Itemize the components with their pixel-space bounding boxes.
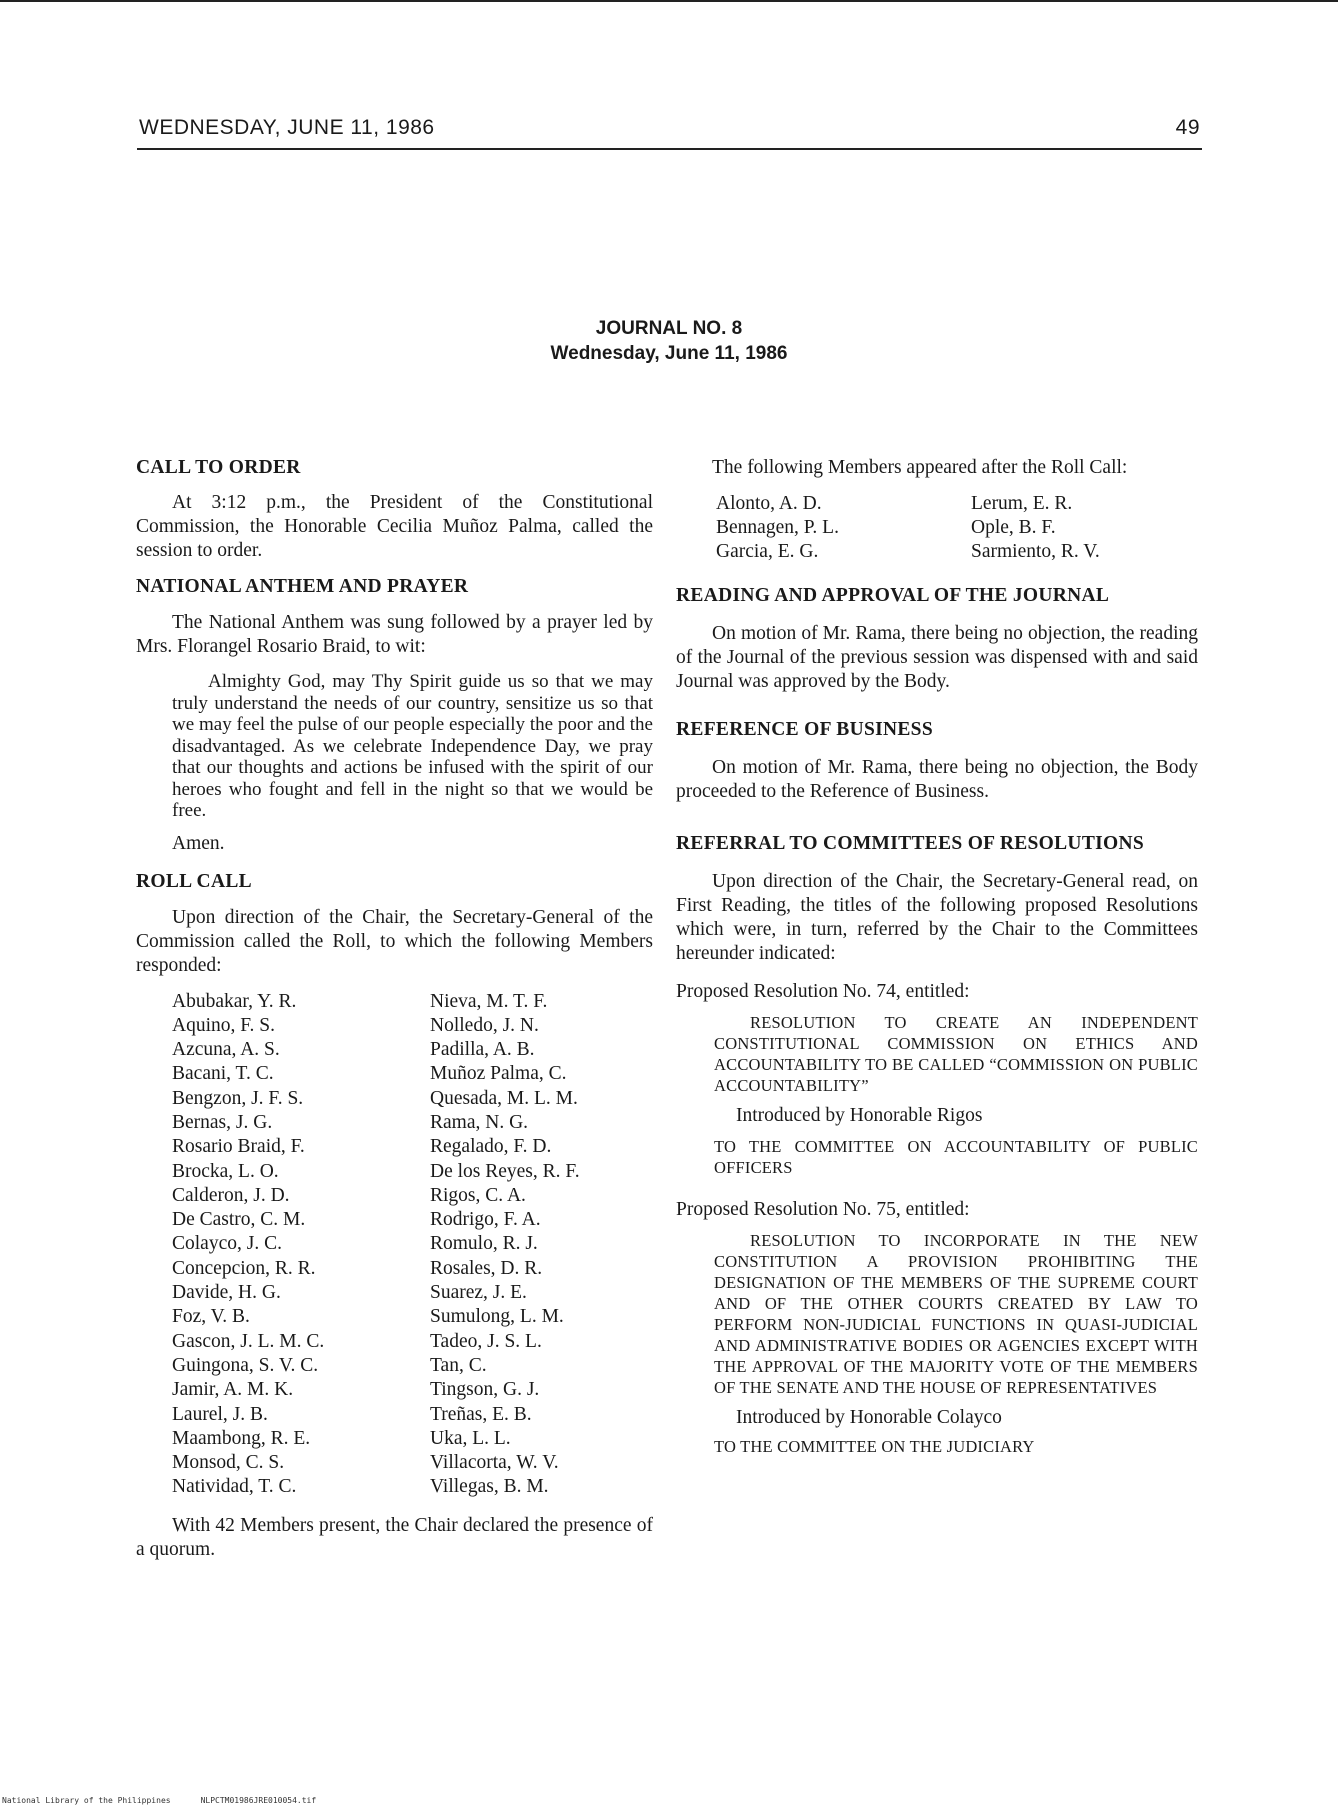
resolution-74-introducer: Introduced by Honorable Rigos [736,1105,983,1126]
reference-of-business-text: On motion of Mr. Rama, there being no objection, the Body proceeded to the Reference of Business. [676,757,1198,802]
roll-call-names [172,990,653,1500]
member-name: Sarmiento, R. V. [971,541,1100,562]
member-name: Colayco, J. C. [172,1233,282,1255]
member-name: Maambong, R. E. [172,1427,311,1449]
member-name: Bennagen, P. L. [716,517,839,538]
late-members-col2 [971,492,1191,564]
member-name: Suarez, J. E. [430,1282,527,1304]
late-members-text: The following Members appeared after the Roll Call: [712,457,1128,478]
resolution-74-committee: TO THE COMMITTEE ON ACCOUNTABILITY OF PUBLIC OFFICERS [714,1137,1198,1177]
prayer-text: Almighty God, may Thy Spirit guide us so that we may truly understand the needs of our country, sensitize us so that we may feel the pulse of our people especially the poor and the disadvantaged. As we celebrate Independence Day, we pray that our thoughts and actions be infused with the spirit of our heroes who fought and fell in the night so that we would be free. [172,671,653,821]
resolution-74-title: RESOLUTION TO CREATE AN INDEPENDENT CONSTITUTIONAL COMMISSION ON ETHICS AND ACCOUNTABILITY TO BE CALLED “COMMISSION ON PUBLIC ACCOUNTABILITY” [714,1013,1198,1095]
member-name: De Castro, C. M. [172,1209,306,1231]
member-name: Villacorta, W. V. [430,1452,559,1474]
anthem-text: The National Anthem was sung followed by a prayer led by Mrs. Florangel Rosario Braid, to wit: [136,612,653,657]
late-members-names [716,492,1198,564]
roll-call-names-col2 [430,990,680,1500]
member-name: Bernas, J. G. [172,1111,273,1133]
resolution-75-title: RESOLUTION TO INCORPORATE IN THE NEW CONSTITUTION A PROVISION PROHIBITING THE DESIGNATION OF THE MEMBERS OF THE SUPREME COURT AND OF THE OTHER COURTS CREATED BY LAW TO PERFORM NON-JUDICIAL FUNCTIONS IN QUASI-JUDICIAL AND ADMINISTRATIVE BODIES OR AGENCIES EXCEPT WITH THE APPROVAL OF THE MAJORITY VOTE OF THE MEMBERS OF THE SENATE AND THE HOUSE OF REPRESENTATIVES [714,1231,1198,1397]
member-name: Rigos, C. A. [430,1184,526,1206]
heading-anthem: NATIONAL ANTHEM AND PRAYER [136,576,469,597]
member-name: Rosario Braid, F. [172,1136,305,1158]
member-name: Bengzon, J. F. S. [172,1087,304,1109]
member-name: Rodrigo, F. A. [430,1209,541,1231]
member-name: Ople, B. F. [971,517,1056,538]
member-name: Brocka, L. O. [172,1160,279,1182]
scan-footer [2,1796,316,1805]
heading-roll-call: ROLL CALL [136,870,252,892]
member-name: Laurel, J. B. [172,1403,268,1425]
member-name: Aquino, F. S. [172,1014,276,1036]
member-name: Azcuna, A. S. [172,1039,280,1061]
member-name: Tingson, G. J. [430,1379,540,1401]
call-to-order-text: At 3:12 p.m., the President of the Constitutional Commission, the Honorable Cecilia Muñoz Palma, called the session to order. [136,492,653,561]
footer-file: NLPCTM01986JRE010054.tif [200,1796,317,1805]
member-name: Rama, N. G. [430,1111,529,1133]
member-name: Sumulong, L. M. [430,1306,564,1328]
roll-call-names-col1 [172,990,430,1500]
heading-call-to-order: CALL TO ORDER [136,457,301,478]
member-name: Nolledo, J. N. [430,1014,539,1036]
left-column [136,456,653,1562]
resolution-75-introducer: Introduced by Honorable Colayco [736,1407,1002,1428]
header-date: WEDNESDAY, JUNE 11, 1986 [139,116,435,139]
member-name: Monsod, C. S. [172,1452,285,1474]
member-name: Regalado, F. D. [430,1136,552,1158]
member-name: Gascon, J. L. M. C. [172,1330,325,1352]
member-name: Calderon, J. D. [172,1184,290,1206]
member-name: Bacani, T. C. [172,1063,274,1085]
member-name: Lerum, E. R. [971,493,1073,514]
member-name: Romulo, R. J. [430,1233,538,1255]
member-name: Nieva, M. T. F. [430,990,548,1012]
reading-approval-text: On motion of Mr. Rama, there being no objection, the reading of the Journal of the previous session was dispensed with and said Journal was approved by the Body. [676,623,1198,692]
member-name: Alonto, A. D. [716,493,822,514]
member-name: Villegas, B. M. [430,1476,549,1498]
journal-number: JOURNAL NO. 8 [595,318,743,339]
quorum-text: With 42 Members present, the Chair declared the presence of a quorum. [136,1514,653,1560]
member-name: Natividad, T. C. [172,1476,297,1498]
resolution-75-committee: TO THE COMMITTEE ON THE JUDICIARY [714,1437,1035,1456]
member-name: Uka, L. L. [430,1427,511,1449]
member-name: Concepcion, R. R. [172,1257,316,1279]
member-name: Jamir, A. M. K. [172,1379,294,1401]
right-column [676,456,1198,1457]
top-rule [0,0,1338,2]
resolution-75-label: Proposed Resolution No. 75, entitled: [676,1199,970,1220]
member-name: De los Reyes, R. F. [430,1160,580,1182]
member-name: Garcia, E. G. [716,541,819,562]
member-name: Abubakar, Y. R. [172,990,297,1012]
member-name: Treñas, E. B. [430,1403,532,1425]
member-name: Tan, C. [430,1354,487,1376]
member-name: Guingona, S. V. C. [172,1354,319,1376]
footer-library: National Library of the Philippines [2,1796,171,1805]
member-name: Muñoz Palma, C. [430,1063,567,1085]
amen-text: Amen. [172,832,225,854]
heading-reading-approval: READING AND APPROVAL OF THE JOURNAL [676,585,1110,606]
member-name: Foz, V. B. [172,1306,250,1328]
journal-date: Wednesday, June 11, 1986 [550,343,788,364]
resolution-74-label: Proposed Resolution No. 74, entitled: [676,981,970,1002]
heading-referral: REFERRAL TO COMMITTEES OF RESOLUTIONS [676,833,1145,854]
running-header [137,114,1202,150]
journal-title-block [0,316,1338,366]
member-name: Tadeo, J. S. L. [430,1330,542,1352]
member-name: Padilla, A. B. [430,1039,535,1061]
member-name: Rosales, D. R. [430,1257,543,1279]
late-members-col1 [716,492,971,564]
page-number: 49 [1175,116,1200,139]
referral-text: Upon direction of the Chair, the Secretary-General read, on First Reading, the titles of the following proposed Resolutions which were, in turn, referred by the Chair to the Committees hereunder indicated: [676,871,1198,964]
heading-reference-of-business: REFERENCE OF BUSINESS [676,719,933,740]
member-name: Quesada, M. L. M. [430,1087,578,1109]
member-name: Davide, H. G. [172,1282,281,1304]
roll-call-text: Upon direction of the Chair, the Secretary-General of the Commission called the Roll, to which the following Members responded: [136,906,653,976]
